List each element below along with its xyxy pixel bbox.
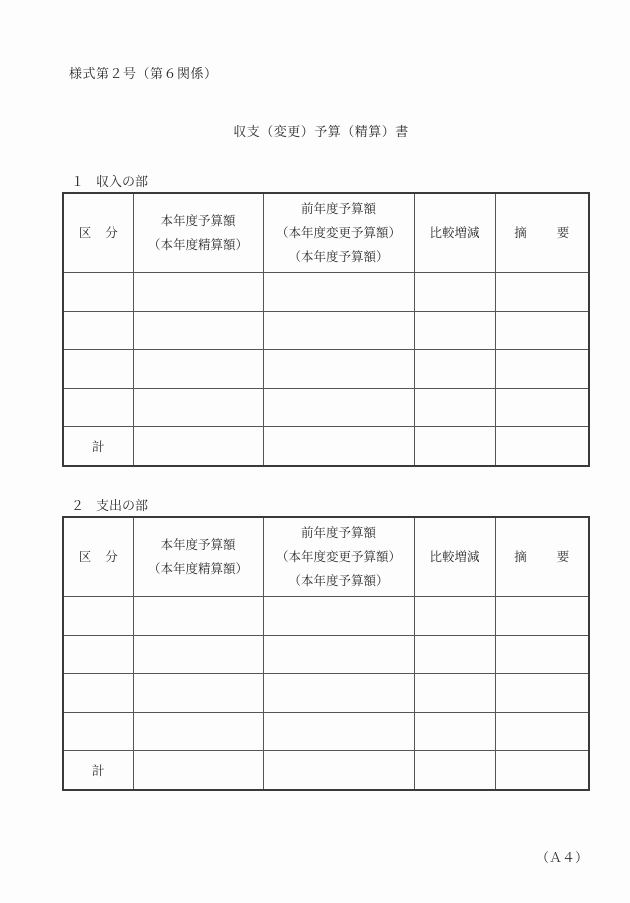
- cell-current[interactable]: [133, 712, 263, 751]
- cell-category[interactable]: [63, 273, 133, 312]
- cell-comparison[interactable]: [414, 388, 495, 427]
- cell-previous[interactable]: [263, 635, 414, 674]
- cell-comparison[interactable]: [414, 273, 495, 312]
- cell-comparison[interactable]: [414, 311, 495, 350]
- cell-current[interactable]: [133, 273, 263, 312]
- cell-remarks[interactable]: [495, 273, 589, 312]
- table-row: [63, 311, 589, 350]
- section-number: ２: [71, 499, 85, 514]
- table-header-row: [63, 193, 589, 273]
- cell-comparison[interactable]: [414, 712, 495, 751]
- cell-current[interactable]: [133, 597, 263, 636]
- cell-comparison[interactable]: [414, 597, 495, 636]
- cell-remarks[interactable]: [495, 311, 589, 350]
- total-remarks[interactable]: [495, 751, 589, 790]
- cell-category[interactable]: [63, 350, 133, 389]
- paper-size-label: （Ａ４）: [536, 851, 589, 866]
- header-comparison: 比較増減: [414, 517, 495, 597]
- form-number: 様式第２号（第６関係）: [69, 67, 218, 82]
- header-previous-year-budget: 前年度予算額 （本年度変更予算額） （本年度予算額）: [263, 193, 414, 273]
- cell-previous[interactable]: [263, 350, 414, 389]
- cell-category[interactable]: [63, 311, 133, 350]
- header-previous-year-budget: 前年度予算額 （本年度変更予算額） （本年度予算額）: [263, 517, 414, 597]
- cell-category[interactable]: [63, 597, 133, 636]
- cell-comparison[interactable]: [414, 635, 495, 674]
- section-heading-income: [71, 171, 148, 190]
- total-current[interactable]: [133, 427, 263, 466]
- cell-remarks[interactable]: [495, 350, 589, 389]
- table-row: [63, 388, 589, 427]
- table-row: [63, 597, 589, 636]
- cell-previous[interactable]: [263, 273, 414, 312]
- header-remarks: 摘 要: [495, 193, 589, 273]
- section-number: １: [71, 175, 85, 190]
- total-previous[interactable]: [263, 427, 414, 466]
- header-current-year-budget: 本年度予算額 （本年度精算額）: [133, 193, 263, 273]
- header-current-year-budget: 本年度予算額 （本年度精算額）: [133, 517, 263, 597]
- cell-current[interactable]: [133, 388, 263, 427]
- expenditure-table: [62, 516, 590, 791]
- table-row: [63, 273, 589, 312]
- cell-current[interactable]: [133, 350, 263, 389]
- cell-current[interactable]: [133, 311, 263, 350]
- document-title: 収支（変更）予算（精算）書: [233, 125, 409, 140]
- cell-remarks[interactable]: [495, 635, 589, 674]
- total-remarks[interactable]: [495, 427, 589, 466]
- income-table: [62, 192, 590, 467]
- header-remarks: 摘 要: [495, 517, 589, 597]
- cell-remarks[interactable]: [495, 674, 589, 713]
- table-header-row: [63, 517, 589, 597]
- table-row: [63, 350, 589, 389]
- cell-previous[interactable]: [263, 311, 414, 350]
- table-row: [63, 635, 589, 674]
- section-title: 収入の部: [96, 175, 149, 190]
- cell-previous[interactable]: [263, 674, 414, 713]
- total-label: 計: [63, 751, 133, 790]
- header-category: 区 分: [63, 517, 133, 597]
- table-row: [63, 712, 589, 751]
- total-row: [63, 427, 589, 466]
- cell-category[interactable]: [63, 388, 133, 427]
- cell-previous[interactable]: [263, 388, 414, 427]
- total-label: 計: [63, 427, 133, 466]
- total-current[interactable]: [133, 751, 263, 790]
- cell-previous[interactable]: [263, 597, 414, 636]
- cell-category[interactable]: [63, 674, 133, 713]
- cell-category[interactable]: [63, 712, 133, 751]
- section-title: 支出の部: [96, 499, 149, 514]
- total-comparison[interactable]: [414, 427, 495, 466]
- cell-comparison[interactable]: [414, 350, 495, 389]
- cell-current[interactable]: [133, 635, 263, 674]
- cell-current[interactable]: [133, 674, 263, 713]
- table-row: [63, 674, 589, 713]
- total-comparison[interactable]: [414, 751, 495, 790]
- header-category: 区 分: [63, 193, 133, 273]
- header-comparison: 比較増減: [414, 193, 495, 273]
- cell-previous[interactable]: [263, 712, 414, 751]
- cell-remarks[interactable]: [495, 712, 589, 751]
- cell-remarks[interactable]: [495, 597, 589, 636]
- total-row: [63, 751, 589, 790]
- section-heading-expenditure: [71, 495, 148, 514]
- cell-comparison[interactable]: [414, 674, 495, 713]
- total-previous[interactable]: [263, 751, 414, 790]
- cell-remarks[interactable]: [495, 388, 589, 427]
- cell-category[interactable]: [63, 635, 133, 674]
